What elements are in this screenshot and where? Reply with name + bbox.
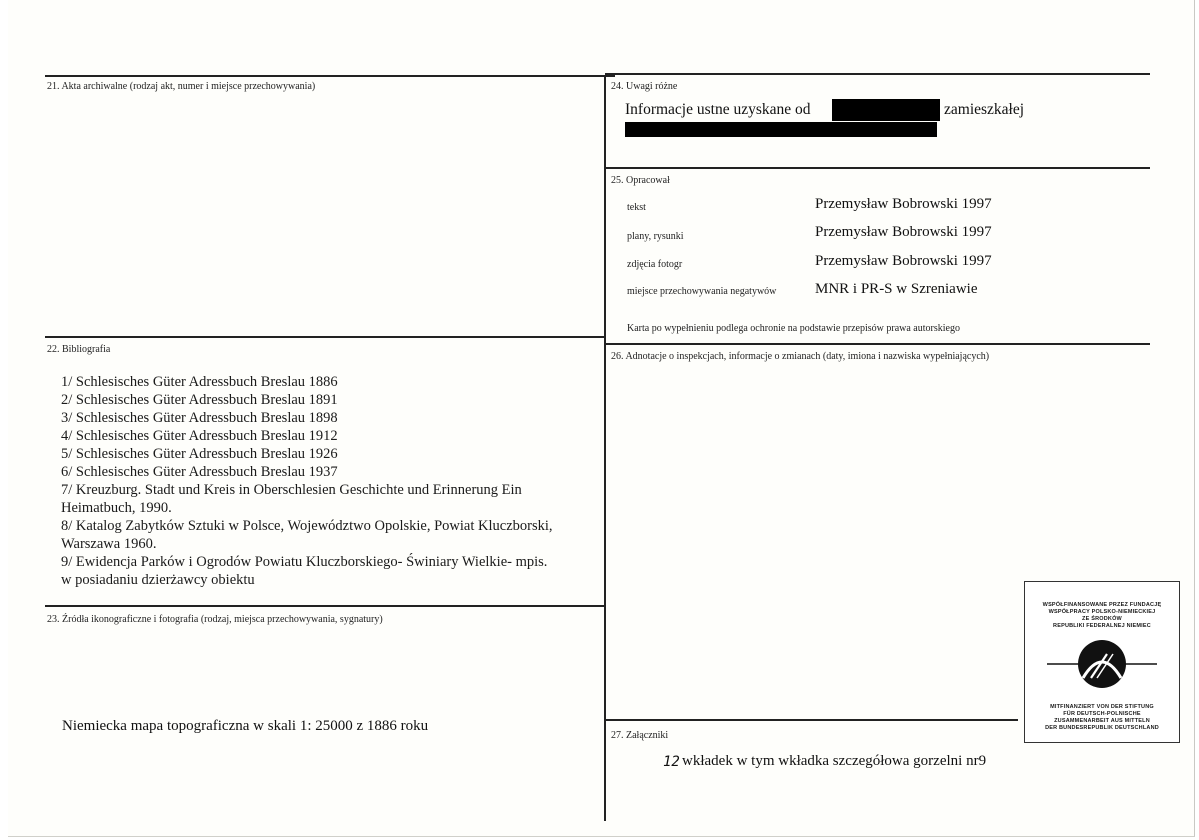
top-left-divider [45,75,615,77]
bibliography-item: w posiadaniu dzierżawcy obiektu [61,572,255,588]
prepared-key-text: tekst [627,202,646,213]
bibliography-item: 8/ Katalog Zabytków Sztuki w Polsce, Województwo Opolskie, Powiat Kluczborski, [61,518,553,534]
bibliography-item: 9/ Ewidencja Parków i Ogrodów Powiatu Kluczborskiego- Świniary Wielkie- mpis. [61,554,548,570]
funding-stamp [1024,581,1180,743]
stamp-line: REPUBLIKI FEDERALNEJ NIEMIEC [1053,623,1151,629]
attachments-text: wkładek w tym wkładka szczegółowa gorzelni nr9 [682,753,987,769]
center-divider [604,75,606,821]
section-23-label: 23. Źródła ikonograficzne i fotografia (rodzaj, miejsca przechowywania, sygnatury) [47,614,383,625]
stamp-polish-text [1025,602,1179,630]
bibliography-item: 5/ Schlesisches Güter Adressbuch Breslau 1926 [61,446,338,462]
bibliography-item: 7/ Kreuzburg. Stadt und Kreis in Oberschlesien Geschichte und Erinnerung Ein [61,482,522,498]
prepared-key-negatives: miejsce przechowywania negatywów [627,286,777,297]
record-card [8,0,1195,837]
stamp-line: DER BUNDESREPUBLIK DEUTSCHLAND [1045,725,1159,731]
section-24-label: 24. Uwagi różne [611,81,678,92]
bibliography-list [61,373,601,589]
bibliography-item: 4/ Schlesisches Güter Adressbuch Breslau 1912 [61,428,338,444]
iconography-text: Niemiecka mapa topograficzna w skali 1: 25000 z 1886 roku [62,718,429,734]
remarks-text-end: zamieszkałej [944,101,1025,118]
divider-21-22 [45,336,606,338]
stamp-german-text [1025,704,1179,732]
stamp-line: WSPÓŁPRACY POLSKO-NIEMIECKIEJ [1048,609,1156,615]
divider-26-27 [606,719,1018,721]
section-21-label: 21. Akta archiwalne (rodzaj akt, numer i miejsce przechowywania) [47,81,316,92]
prepared-value-plans: Przemysław Bobrowski 1997 [815,224,992,240]
redaction-address [625,122,937,137]
section-27-label: 27. Załączniki [611,730,669,741]
redaction-name [832,99,940,121]
foundation-logo-icon [1047,638,1157,690]
section-26-label: 26. Adnotacje o inspekcjach, informacje o zmianach (daty, imiona i nazwiska wypełniających) [611,351,990,362]
attachments-count: 12 [663,754,680,770]
remarks-text-start: Informacje ustne uzyskane od [625,101,811,118]
bibliography-item: 6/ Schlesisches Güter Adressbuch Breslau 1937 [61,464,338,480]
section-25-label: 25. Opracował [611,175,670,186]
section-22-label: 22. Bibliografia [47,344,111,355]
stamp-line: ZUSAMMENARBEIT AUS MITTELN [1054,718,1150,724]
bibliography-item: 3/ Schlesisches Güter Adressbuch Breslau 1898 [61,410,338,426]
copyright-note: Karta po wypełnieniu podlega ochronie na podstawie przepisów prawa autorskiego [627,323,960,334]
bibliography-item: 1/ Schlesisches Güter Adressbuch Breslau 1886 [61,374,338,390]
bibliography-item: 2/ Schlesisches Güter Adressbuch Breslau 1891 [61,392,338,408]
prepared-key-photos: zdjęcia fotogr [627,259,683,270]
bibliography-item: Heimatbuch, 1990. [61,500,172,516]
prepared-value-photos: Przemysław Bobrowski 1997 [815,253,992,269]
divider-24-25 [606,167,1150,169]
divider-22-23 [45,605,606,607]
prepared-value-text: Przemysław Bobrowski 1997 [815,196,992,212]
prepared-key-plans: plany, rysunki [627,231,684,242]
divider-25-26 [606,343,1150,345]
stamp-line: MITFINANZIERT VON DER STIFTUNG [1050,704,1154,710]
stamp-line: WSPÓŁFINANSOWANE PRZEZ FUNDACJĘ [1042,602,1162,608]
stamp-line: ZE ŚRODKÓW [1082,616,1122,622]
top-right-divider [605,73,1150,75]
bibliography-item: Warszawa 1960. [61,536,157,552]
stamp-line: FÜR DEUTSCH-POLNISCHE [1063,711,1141,717]
prepared-value-negatives: MNR i PR-S w Szreniawie [815,281,978,297]
